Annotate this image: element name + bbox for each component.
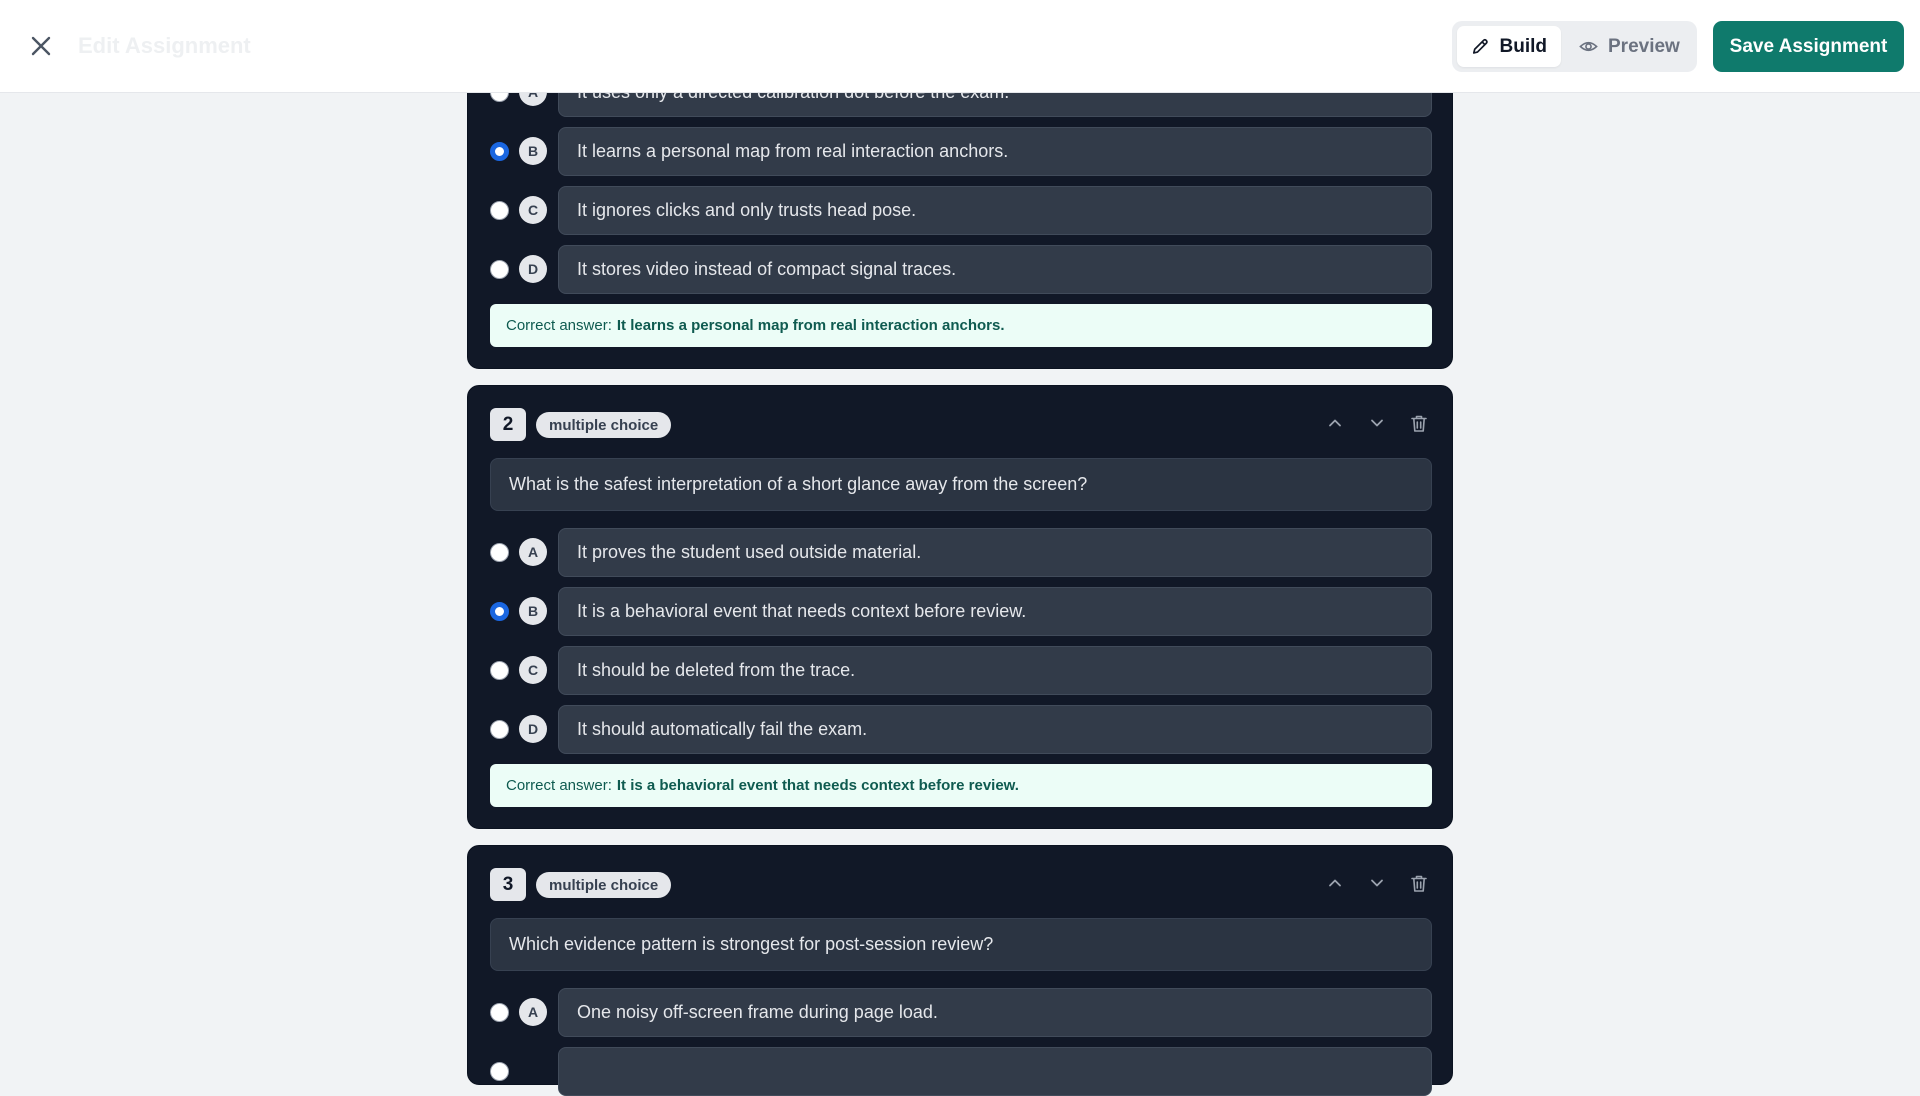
chevron-down-icon xyxy=(1369,875,1385,891)
question-text-field[interactable]: What is the safest interpretation of a short glance away from the screen? xyxy=(490,458,1432,511)
question-text-field[interactable]: Which evidence pattern is strongest for post-session review? xyxy=(490,918,1432,971)
option-text-field[interactable]: It is a behavioral event that needs context before review. xyxy=(558,587,1432,636)
option-a-radio[interactable] xyxy=(490,1003,509,1022)
option-d xyxy=(490,705,1432,754)
correct-answer-text: It is a behavioral event that needs context before review. xyxy=(616,777,1019,794)
move-down-button[interactable] xyxy=(1366,412,1388,434)
option-b xyxy=(490,127,1432,176)
option-a xyxy=(490,528,1432,577)
correct-answer-banner xyxy=(490,764,1432,807)
option-text-field[interactable]: It learns a personal map from real interaction anchors. xyxy=(558,127,1432,176)
option-text-field[interactable]: It ignores clicks and only trusts head pose. xyxy=(558,186,1432,235)
close-icon xyxy=(30,35,52,57)
editor-header xyxy=(0,0,1920,93)
question-actions xyxy=(1324,412,1430,434)
option-letter: C xyxy=(519,196,547,224)
correct-answer-text: It learns a personal map from real interaction anchors. xyxy=(616,317,1005,334)
close-button[interactable] xyxy=(26,31,56,61)
option-c xyxy=(490,646,1432,695)
option-d-radio[interactable] xyxy=(490,720,509,739)
option-text-field[interactable]: It should automatically fail the exam. xyxy=(558,705,1432,754)
option-b xyxy=(490,587,1432,636)
move-down-button[interactable] xyxy=(1366,872,1388,894)
question-type-badge: multiple choice xyxy=(536,872,671,898)
question-number: 3 xyxy=(490,868,526,901)
move-up-button[interactable] xyxy=(1324,872,1346,894)
build-tab-label: Build xyxy=(1499,35,1547,57)
trash-icon xyxy=(1410,874,1428,893)
option-d xyxy=(490,245,1432,294)
chevron-up-icon xyxy=(1327,415,1343,431)
option-letter: A xyxy=(519,998,547,1026)
option-a xyxy=(490,988,1432,1037)
correct-answer-banner xyxy=(490,304,1432,347)
option-letter: B xyxy=(519,597,547,625)
option-c-radio[interactable] xyxy=(490,201,509,220)
option-letter: B xyxy=(519,137,547,165)
option-letter: D xyxy=(519,255,547,283)
option-b-radio[interactable] xyxy=(490,142,509,161)
build-tab[interactable] xyxy=(1457,26,1561,67)
option-letter: D xyxy=(519,715,547,743)
preview-tab[interactable] xyxy=(1565,26,1694,67)
question-type-badge: multiple choice xyxy=(536,412,671,438)
option-text-field[interactable]: One noisy off-screen frame during page load. xyxy=(558,988,1432,1037)
chevron-down-icon xyxy=(1369,415,1385,431)
option-text-field[interactable]: It proves the student used outside material. xyxy=(558,528,1432,577)
question-card-3 xyxy=(467,845,1453,1085)
option-letter: A xyxy=(519,538,547,566)
option-c xyxy=(490,186,1432,235)
eye-icon xyxy=(1579,37,1598,56)
correct-answer-prefix: Correct answer: xyxy=(506,777,612,794)
option-b-radio[interactable] xyxy=(490,1062,509,1081)
option-b-radio[interactable] xyxy=(490,602,509,621)
option-a-radio[interactable] xyxy=(490,543,509,562)
option-text-field[interactable]: It should be deleted from the trace. xyxy=(558,646,1432,695)
move-up-button[interactable] xyxy=(1324,412,1346,434)
chevron-up-icon xyxy=(1327,875,1343,891)
correct-answer-prefix: Correct answer: xyxy=(506,317,612,334)
option-text-field[interactable] xyxy=(558,1047,1432,1096)
trash-icon xyxy=(1410,414,1428,433)
question-actions xyxy=(1324,872,1430,894)
option-c-radio[interactable] xyxy=(490,661,509,680)
option-letter: C xyxy=(519,656,547,684)
save-assignment-button[interactable]: Save Assignment xyxy=(1713,21,1904,72)
option-d-radio[interactable] xyxy=(490,260,509,279)
question-card-2 xyxy=(467,385,1453,829)
mode-toggle xyxy=(1452,21,1697,72)
option-b xyxy=(490,1047,1432,1096)
delete-question-button[interactable] xyxy=(1408,872,1430,894)
question-number: 2 xyxy=(490,408,526,441)
pencil-icon xyxy=(1471,37,1490,56)
option-text-field[interactable]: It stores video instead of compact signal traces. xyxy=(558,245,1432,294)
page-title: Edit Assignment xyxy=(78,33,251,58)
delete-question-button[interactable] xyxy=(1408,412,1430,434)
preview-tab-label: Preview xyxy=(1608,35,1680,57)
